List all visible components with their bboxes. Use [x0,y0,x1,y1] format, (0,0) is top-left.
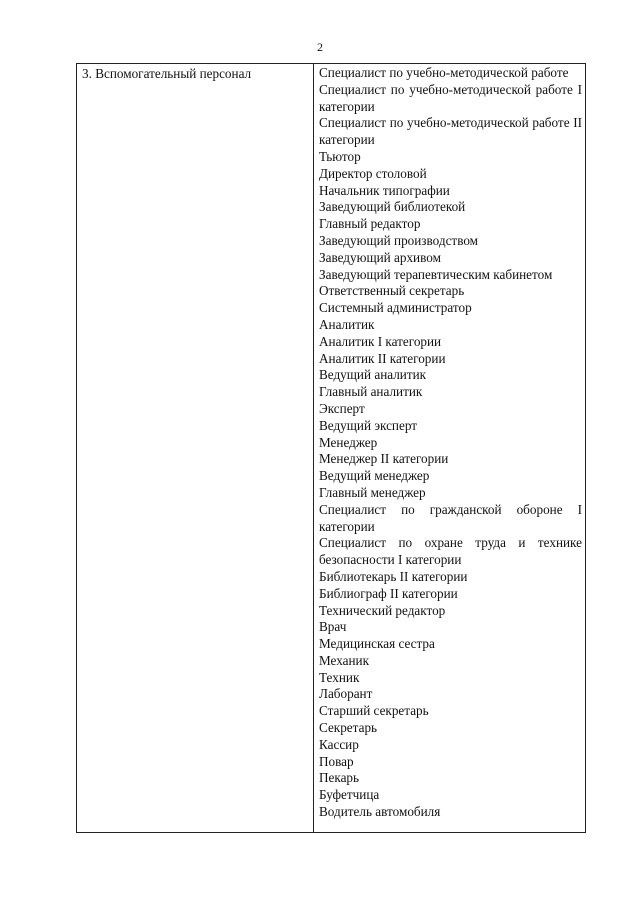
position-item: Начальник типографии [319,182,450,198]
position-item: Аналитик I категории [319,333,442,349]
page-number: 2 [317,40,323,54]
position-item: Водитель автомобиля [319,804,441,820]
position-item: Заведующий терапевтическим кабинетом [319,266,553,282]
position-item: Технический редактор [319,602,446,618]
position-item: Заведующий производством [319,232,479,248]
position-item: Аналитик [319,316,375,332]
position-item: Старший секретарь [319,703,429,719]
position-item: Пекарь [319,770,360,786]
position-item: Механик [319,652,370,668]
position-item: Библиограф II категории [319,585,458,601]
position-item: Главный редактор [319,216,421,232]
position-item: Главный менеджер [319,484,426,500]
position-item: Специалист по гражданской обороне I категории [319,501,582,534]
position-item: Кассир [319,736,359,752]
position-item: Ведущий эксперт [319,417,418,433]
position-item: Лаборант [319,686,373,702]
position-item: Буфетчица [319,787,380,803]
position-item: Специалист по учебно-методической работе I категории [319,81,582,114]
position-item: Ответственный секретарь [319,283,465,299]
position-item: Специалист по учебно-методической работе II категории [319,115,582,148]
position-item: Аналитик II категории [319,350,446,366]
position-item: Специалист по учебно-методической работе [319,65,569,80]
position-item: Медицинская сестра [319,636,435,652]
position-item: Заведующий библиотекой [319,199,466,215]
position-item: Секретарь [319,720,378,736]
positions-cell [314,64,585,832]
position-item: Главный аналитик [319,384,423,400]
position-item: Эксперт [319,400,365,416]
category-cell: 3. Вспомогательный персонал [77,64,314,832]
position-item: Техник [319,669,360,685]
position-item: Библиотекарь II категории [319,568,468,584]
position-item: Врач [319,619,347,635]
position-item: Тьютор [319,148,361,164]
position-item: Системный администратор [319,300,472,316]
position-item: Ведущий менеджер [319,468,430,484]
position-item: Заведующий архивом [319,249,441,265]
staff-table [76,63,586,833]
position-item: Ведущий аналитик [319,367,427,383]
position-item: Менеджер II категории [319,451,449,467]
position-item: Директор столовой [319,165,427,181]
position-item: Повар [319,753,354,769]
position-item: Специалист по охране труда и технике безопасности I категории [319,535,582,568]
position-item: Менеджер [319,434,378,450]
